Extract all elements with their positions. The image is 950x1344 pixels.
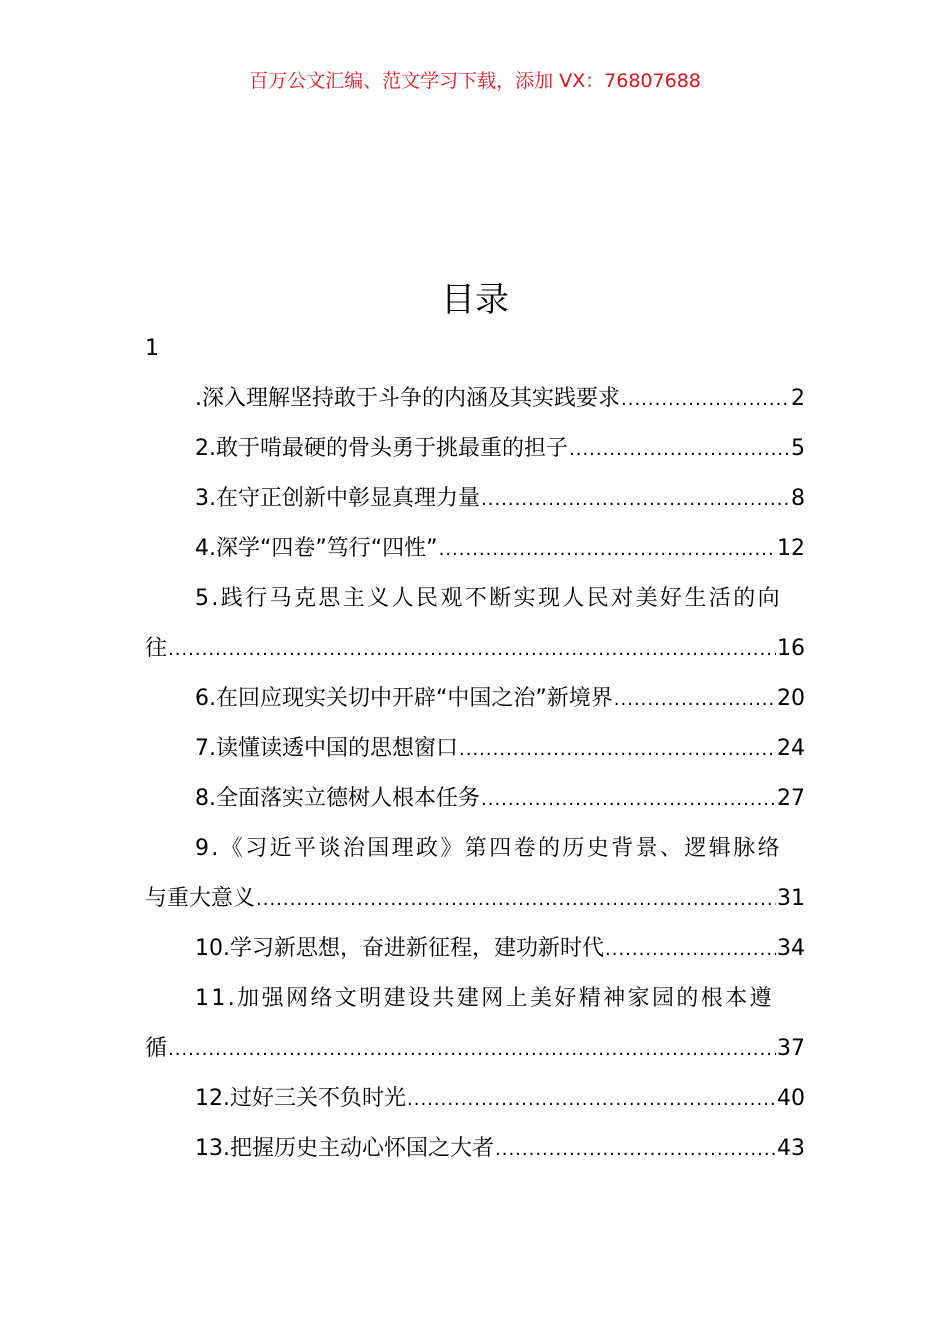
toc-page-number: 24 (777, 736, 805, 761)
toc-entry-11-continuation[interactable] (145, 1030, 805, 1068)
toc-entry-10[interactable] (145, 930, 805, 968)
toc-entry-9[interactable] (145, 830, 805, 868)
toc-page-number: 40 (777, 1086, 805, 1111)
page-title: 目录 (441, 280, 509, 320)
dot-leader (569, 431, 790, 469)
toc-entry-title: 9.《习近平谈治国理政》第四卷的历史背景、逻辑脉络 (195, 836, 782, 861)
toc-entry-title-continuation: 往 (145, 636, 168, 661)
toc-entry-11[interactable] (145, 980, 805, 1018)
toc-page-number: 2 (791, 386, 805, 411)
toc-page-number: 5 (791, 436, 805, 461)
toc-entry-title: 7.读懂读透中国的思想窗口 (195, 736, 458, 761)
toc-page-number: 31 (777, 886, 805, 911)
toc-entry-title: 12.过好三关不负时光 (195, 1086, 406, 1111)
toc-entry-5-continuation[interactable] (145, 630, 805, 668)
dot-leader (605, 931, 776, 969)
toc-entry-title-continuation: 循 (145, 1036, 168, 1061)
toc-page-number: 43 (777, 1136, 805, 1161)
toc-entry-9-continuation[interactable] (145, 880, 805, 918)
toc-orphan-number: 1 (145, 336, 159, 361)
toc-entry-12[interactable] (145, 1080, 805, 1118)
dot-leader (481, 481, 790, 519)
toc-page-number: 20 (777, 686, 805, 711)
toc-page-number: 27 (777, 786, 805, 811)
toc-entry-title: 3.在守正创新中彰显真理力量 (195, 486, 480, 511)
toc-entry-title: 6.在回应现实关切中开辟“中国之治”新境界 (195, 686, 613, 711)
toc-page-number: 16 (777, 636, 805, 661)
toc-entry-title: 5.践行马克思主义人民观不断实现人民对美好生活的向 (195, 586, 782, 611)
toc-entry-6[interactable] (145, 680, 805, 718)
toc-entry-title-continuation: 与重大意义 (145, 886, 256, 911)
toc-page-number: 37 (777, 1036, 805, 1061)
toc-page-number: 12 (777, 536, 805, 561)
dot-leader (168, 1031, 776, 1069)
dot-leader (481, 781, 776, 819)
toc-entry-title: 2.敢于啃最硬的骨头勇于挑最重的担子 (195, 436, 568, 461)
dot-leader (256, 881, 776, 919)
dot-leader (168, 631, 776, 669)
dot-leader (459, 731, 776, 769)
toc-entry-4[interactable] (145, 530, 805, 568)
toc-page-number: 8 (791, 486, 805, 511)
toc-entry-title: 8.全面落实立德树人根本任务 (195, 786, 480, 811)
toc-entry-title: .深入理解坚持敢于斗争的内涵及其实践要求 (195, 386, 620, 411)
toc-entry-2[interactable] (145, 430, 805, 468)
dot-leader (407, 1081, 776, 1119)
watermark-header: 百万公文汇编、范文学习下载，添加 VX：76807688 (249, 70, 701, 92)
toc-entry-title: 11.加强网络文明建设共建网上美好精神家园的根本遵 (195, 986, 774, 1011)
toc-entry-title: 13.把握历史主动心怀国之大者 (195, 1136, 494, 1161)
toc-entry-3[interactable] (145, 480, 805, 518)
toc-page-number: 34 (777, 936, 805, 961)
toc-entry-title: 10.学习新思想，奋进新征程，建功新时代 (195, 936, 604, 961)
dot-leader (495, 1131, 776, 1169)
toc-entry-1[interactable] (145, 380, 805, 418)
toc-entry-title: 4.深学“四卷”笃行“四性” (195, 536, 438, 561)
dot-leader (621, 381, 790, 419)
toc-entry-5[interactable] (145, 580, 805, 618)
toc-entry-13[interactable] (145, 1130, 805, 1168)
toc-entry-7[interactable] (145, 730, 805, 768)
dot-leader (614, 681, 776, 719)
dot-leader (439, 531, 776, 569)
toc-entry-8[interactable] (145, 780, 805, 818)
